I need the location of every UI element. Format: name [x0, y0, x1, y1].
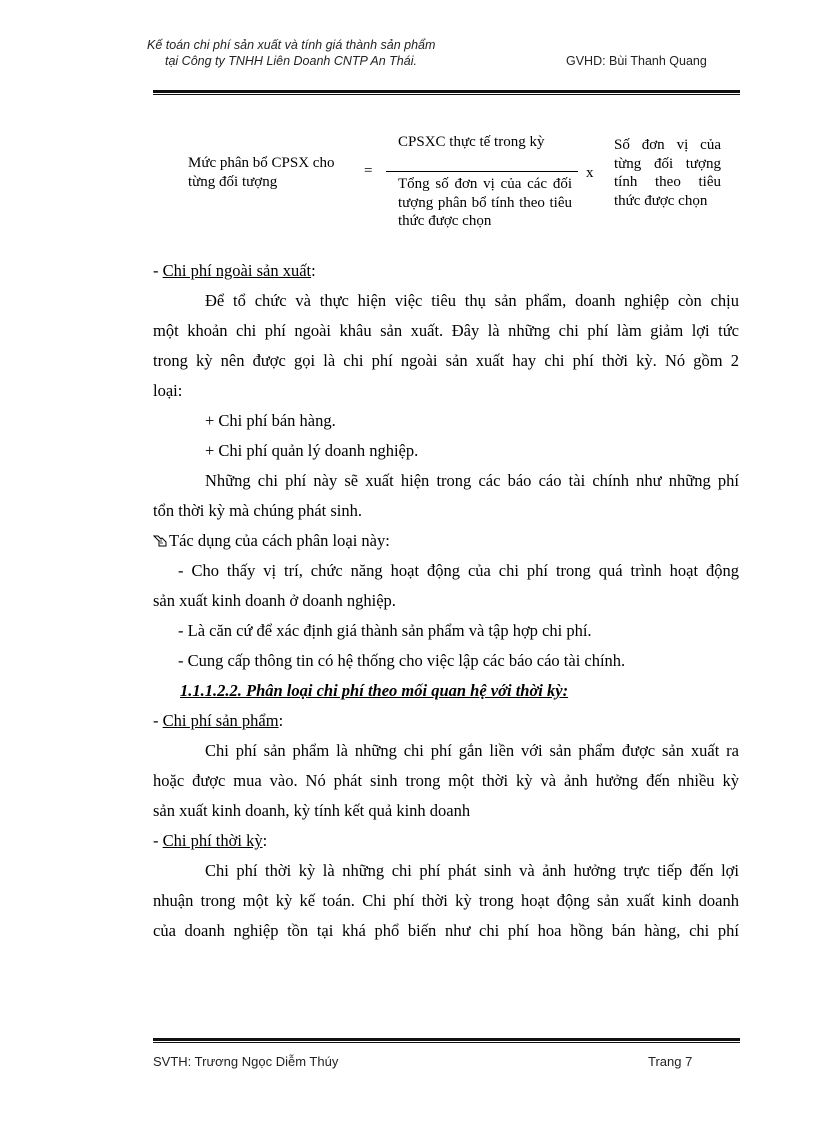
paragraph-line: trong kỳ nên được gọi là chi phí ngoài sản xuất hay chi phí thời kỳ. Nó gồm 2 — [153, 351, 739, 370]
paragraph-line: Chi phí sản phẩm là những chi phí gắn liền với sản phẩm được sản xuất ra — [205, 741, 739, 760]
header-advisor: GVHD: Bùi Thanh Quang — [566, 54, 707, 68]
header-rule — [153, 90, 740, 95]
header-title-line2: tại Công ty TNHH Liên Doanh CNTP An Thái. — [165, 54, 417, 68]
list-item-selling-cost: + Chi phí bán hàng. — [205, 411, 336, 430]
heading-period-cost: - Chi phí thời kỳ: — [153, 831, 268, 850]
effect-item-1: - Cho thấy vị trí, chức năng hoạt động của chi phí trong quá trình hoạt động — [178, 561, 739, 580]
effect-item-3: - Cung cấp thông tin có hệ thống cho việc lập các báo cáo tài chính. — [178, 651, 626, 670]
paragraph-line: tổn thời kỳ mà chúng phát sinh. — [153, 501, 362, 520]
footer-rule — [153, 1038, 740, 1043]
section-heading: 1.1.1.2.2. Phân loại chi phí theo mối quan hệ với thời kỳ: — [180, 681, 569, 700]
heading-non-production-cost: - Chi phí ngoài sản xuất: — [153, 261, 316, 280]
paragraph-line: loại: — [153, 381, 183, 400]
paragraph-line: hoặc được mua vào. Nó phát sinh trong một thời kỳ và ảnh hưởng đến nhiều kỳ — [153, 771, 739, 790]
heading-product-cost: - Chi phí sản phẩm: — [153, 711, 284, 730]
paragraph-line: của doanh nghiệp tồn tại khá phổ biến như chi phí hoa hồng bán hàng, chi phí — [153, 921, 739, 940]
paragraph-line: sản xuất kinh doanh, kỳ tính kết quả kinh doanh — [153, 801, 471, 820]
list-item-admin-cost: + Chi phí quản lý doanh nghiệp. — [205, 441, 419, 460]
fraction-bar — [386, 171, 578, 172]
paragraph-line: Những chi phí này sẽ xuất hiện trong các báo cáo tài chính như những phí — [205, 471, 739, 490]
effects-title: Tác dụng của cách phân loại này: — [153, 531, 390, 551]
page-number: Trang 7 — [648, 1054, 693, 1069]
formula-right-label: Số đơn vị của từng đối tượng tính theo tiêu thức được chọn — [614, 137, 721, 209]
formula-numerator: CPSXC thực tế trong kỳ — [398, 134, 545, 150]
header-title-line1: Kế toán chi phí sản xuất và tính giá thành sản phẩm — [147, 38, 436, 52]
effect-item-2: - Là căn cứ để xác định giá thành sản phẩm và tập hợp chi phí. — [178, 621, 592, 640]
paragraph-line: Chi phí thời kỳ là những chi phí phát sinh và ảnh hưởng trực tiếp đến lợi — [205, 861, 739, 880]
formula-left-label: Mức phân bổ CPSX cho từng đối tượng — [188, 155, 335, 190]
paragraph-line: Để tổ chức và thực hiện việc tiêu thụ sản phẩm, doanh nghiệp còn chịu — [205, 291, 739, 310]
formula-times: x — [586, 165, 594, 181]
footer-student: SVTH: Trương Ngọc Diễm Thúy — [153, 1054, 339, 1069]
effect-item-1-cont: sản xuất kinh doanh ở doanh nghiệp. — [153, 591, 396, 610]
paragraph-line: nhuận trong một kỳ kế toán. Chi phí thời kỳ trong hoạt động sản xuất kinh doanh — [153, 891, 739, 910]
paragraph-line: một khoản chi phí ngoài khâu sản xuất. Đây là những chi phí làm giảm lợi tức — [153, 321, 739, 340]
formula-equals: = — [364, 163, 373, 179]
formula-denominator: Tổng số đơn vị của các đối tượng phân bổ tính theo tiêu thức được chọn — [398, 176, 572, 229]
pointing-hand-icon — [153, 531, 169, 551]
